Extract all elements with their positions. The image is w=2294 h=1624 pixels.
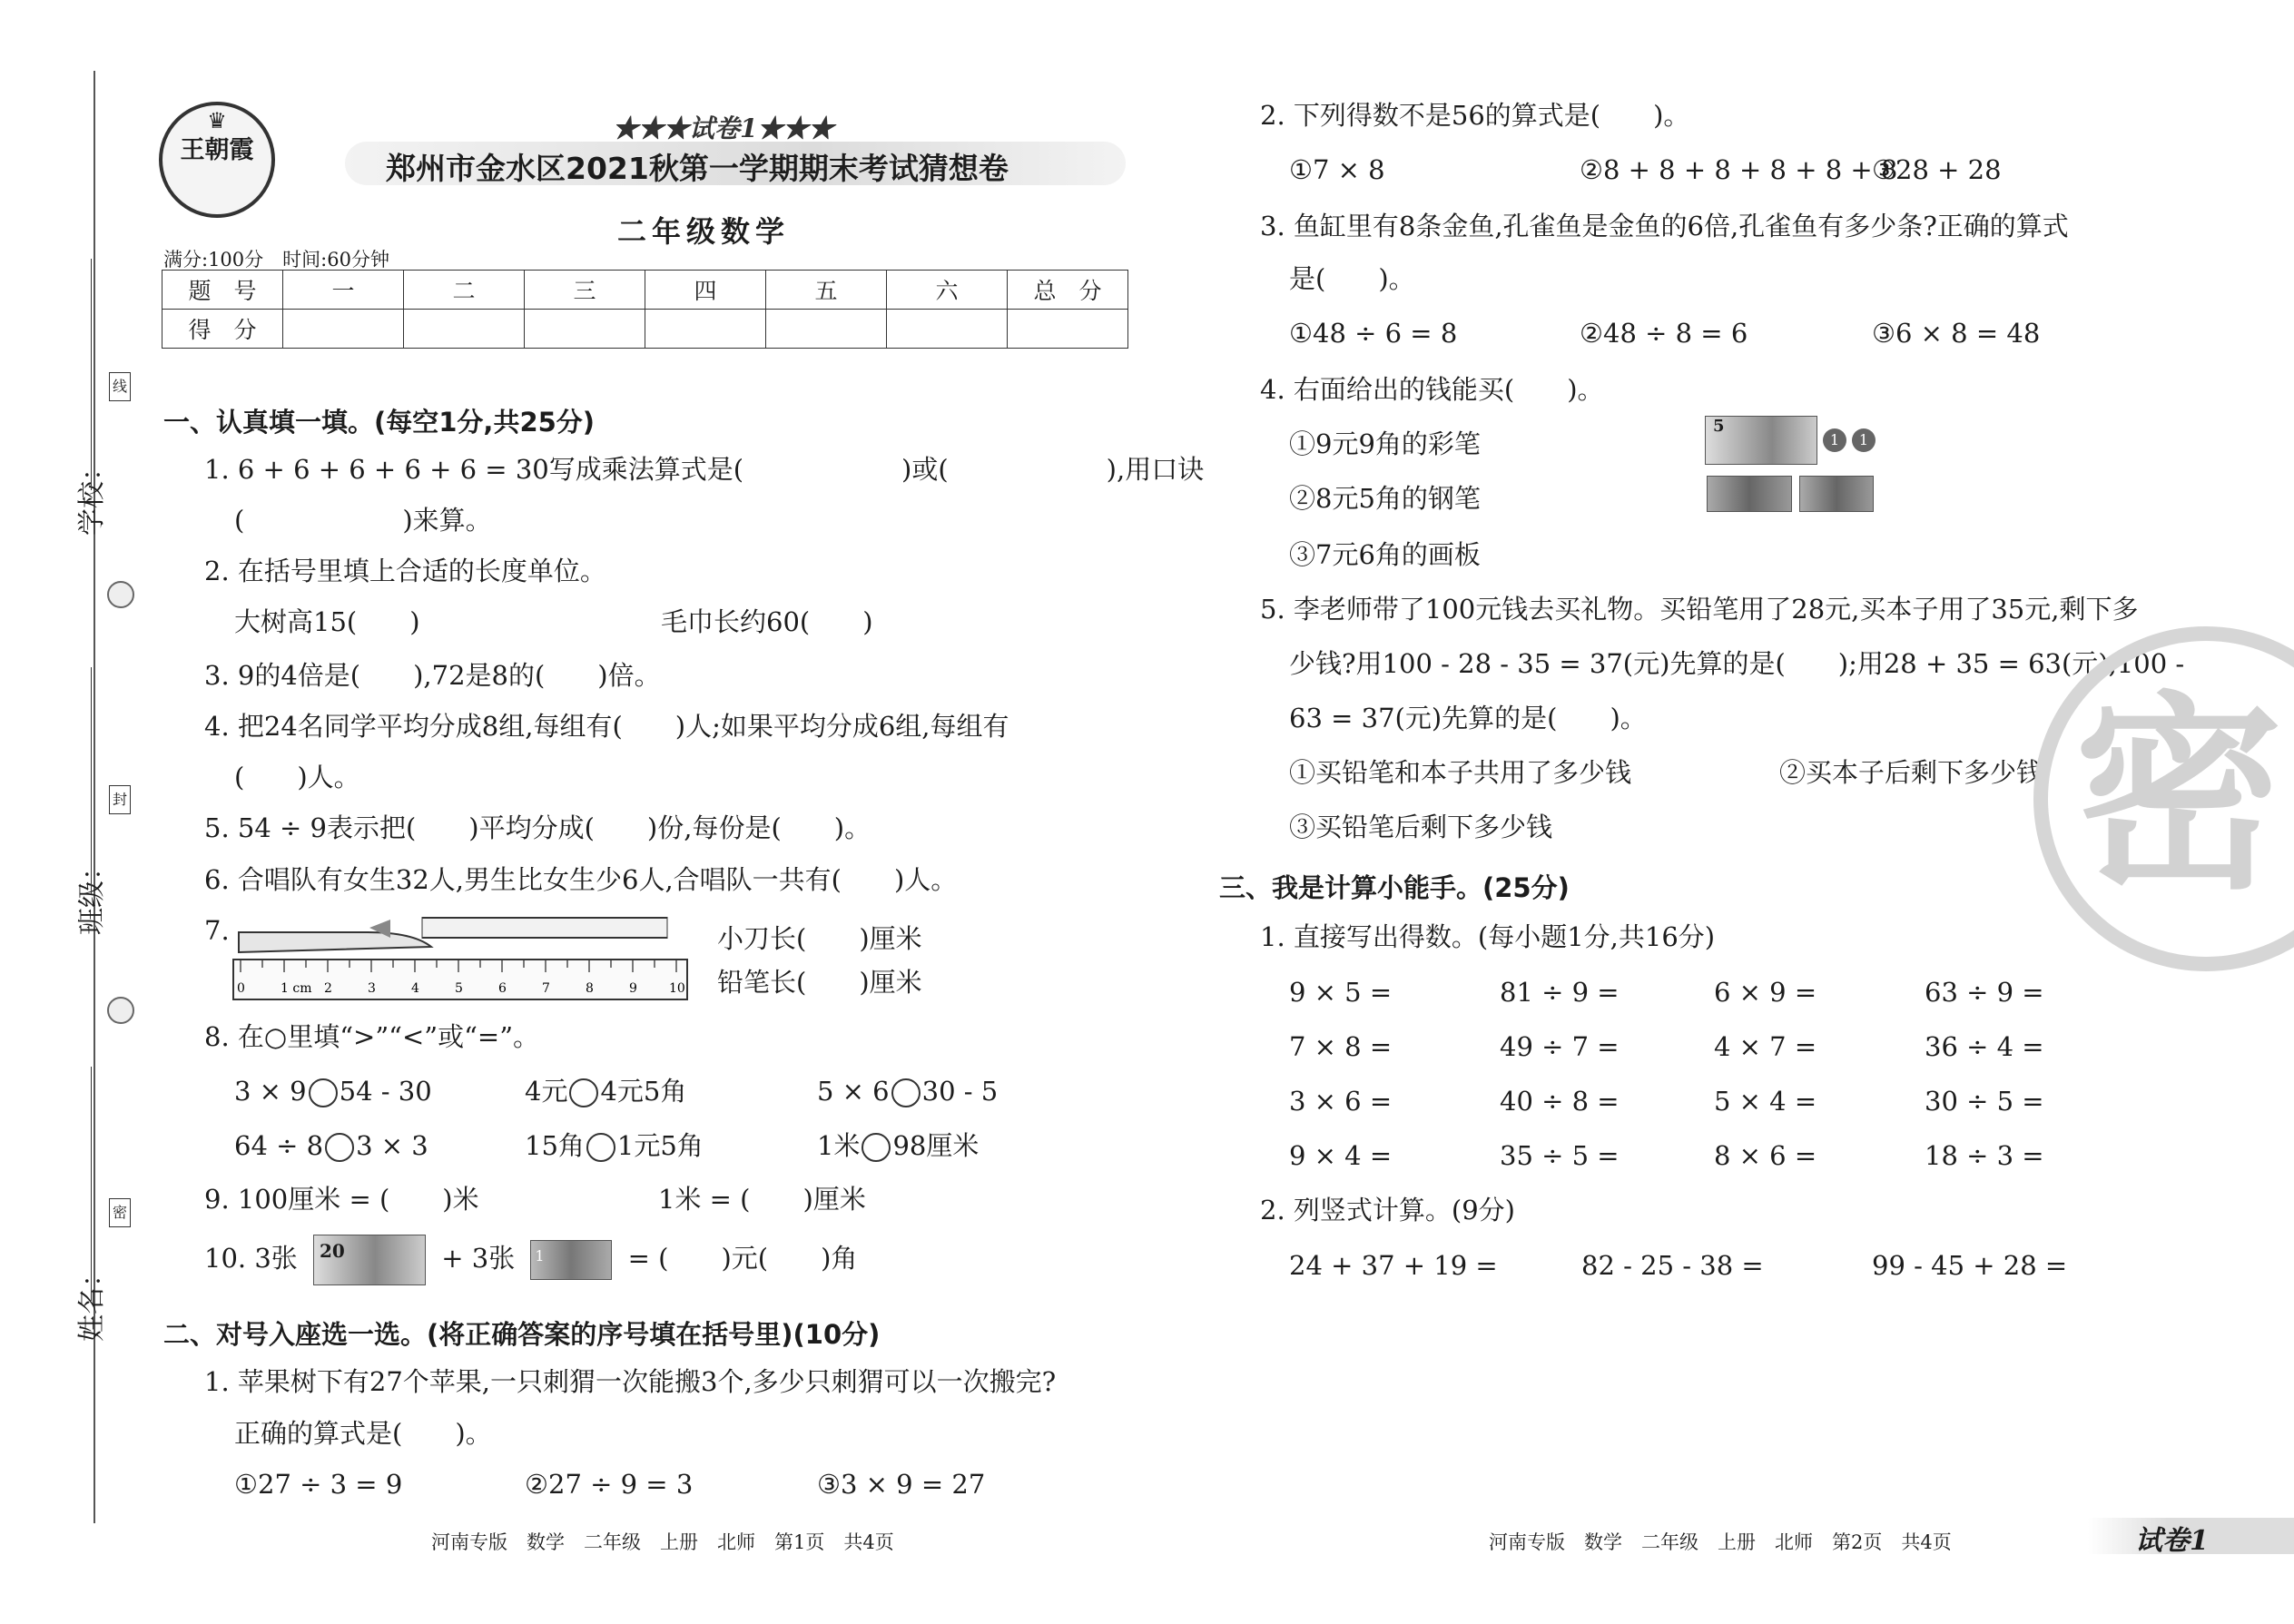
- s2-q3-option: ②48 ÷ 8 = 6: [1580, 318, 1748, 349]
- s2-q4-option: ②8元5角的钢笔: [1289, 483, 1481, 514]
- score-cell[interactable]: [1008, 310, 1128, 349]
- calc-item: 4 × 7 =: [1714, 1031, 1817, 1062]
- score-header-row: [162, 271, 1128, 310]
- coin-icon: 1: [1852, 428, 1876, 452]
- compare-left: 5 × 6: [817, 1076, 890, 1107]
- compare-right: 1元5角: [616, 1130, 704, 1161]
- calc-item: 35 ÷ 5 =: [1500, 1140, 1620, 1171]
- s1-q2a: 大树高15( ): [234, 606, 420, 637]
- ruler-number: 9: [629, 981, 637, 996]
- score-header-cell: 题 号: [162, 271, 283, 310]
- ruler-figure: [231, 912, 694, 1003]
- score-value-row: [162, 310, 1128, 349]
- banknote-5-icon: [1705, 416, 1817, 465]
- binding-mark-secret: 密: [109, 1198, 131, 1227]
- s2-q5-line3: 63 = 37(元)先算的是( )。: [1289, 703, 1647, 733]
- calc-item: 18 ÷ 3 =: [1925, 1140, 2044, 1171]
- calc-item: 36 ÷ 4 =: [1925, 1031, 2044, 1062]
- calc-item: 8 × 6 =: [1714, 1140, 1817, 1171]
- compare-2: [525, 1076, 686, 1107]
- score-cell[interactable]: [887, 310, 1008, 349]
- calc-item: 30 ÷ 5 =: [1925, 1086, 2044, 1117]
- exam-series: ★★★试卷1★★★: [613, 113, 834, 143]
- s2-q5-option: ②买本子后剩下多少钱: [1779, 757, 2043, 788]
- s2-q2-option: ③28 + 28: [1872, 154, 2002, 185]
- s2-q1-line1: 1. 苹果树下有27个苹果,一只刺猬一次能搬3个,多少只刺猬可以一次搬完?: [204, 1366, 1057, 1397]
- s2-q1-option: ③3 × 9 = 27: [817, 1469, 986, 1500]
- s1-q8: 8. 在○里填“>”“<”或“=”。: [204, 1021, 540, 1052]
- footer-tag: 试卷1: [2135, 1525, 2209, 1557]
- s3-q1: 1. 直接写出得数。(每小题1分,共16分): [1260, 921, 1716, 952]
- compare-left: 64 ÷ 8: [234, 1130, 324, 1161]
- exam-title: 郑州市金水区2021秋第一学期期末考试猜想卷: [386, 151, 1009, 186]
- compare-right: 54 - 30: [339, 1076, 432, 1107]
- compare-circle[interactable]: [569, 1078, 598, 1107]
- s2-q4: 4. 右面给出的钱能买( )。: [1260, 374, 1604, 405]
- s1-q9b: 1米 = ( )厘米: [658, 1184, 866, 1215]
- school-label: 学校：: [76, 454, 108, 536]
- exam-meta: 满分:100分 时间:60分钟: [163, 249, 389, 271]
- banknote-value: 20: [320, 1240, 345, 1262]
- s2-q2: 2. 下列得数不是56的算式是( )。: [1260, 100, 1690, 131]
- calc-item: 81 ÷ 9 =: [1500, 977, 1620, 1008]
- ruler-number: 6: [498, 981, 507, 996]
- vertical-calc: 99 - 45 + 28 =: [1872, 1250, 2068, 1281]
- ruler-number: 5: [455, 981, 463, 996]
- score-cell[interactable]: [525, 310, 645, 349]
- logo-badge: [159, 102, 275, 218]
- s2-q4-option: ③7元6角的画板: [1289, 539, 1481, 570]
- binding-mark-seal: 封: [109, 785, 131, 814]
- s1-q1-line1: 1. 6 + 6 + 6 + 6 + 6 = 30写成乘法算式是( )或( ),用口诀: [204, 454, 1205, 485]
- school-field[interactable]: [91, 259, 92, 490]
- compare-circle[interactable]: [586, 1133, 615, 1162]
- compare-circle[interactable]: [861, 1133, 891, 1162]
- name-field[interactable]: [91, 1067, 92, 1301]
- s2-q5-option: ③买铅笔后剩下多少钱: [1289, 812, 1553, 842]
- ruler-number: 8: [586, 981, 594, 996]
- s1-q6: 6. 合唱队有女生32人,男生比女生少6人,合唱队一共有( )人。: [204, 864, 958, 895]
- s1-q4-line2: ( )人。: [234, 762, 360, 792]
- calc-item: 6 × 9 =: [1714, 977, 1817, 1008]
- ruler-number: 4: [411, 981, 419, 996]
- banknote-value: 5: [1713, 417, 1725, 436]
- vertical-calc: 24 + 37 + 19 =: [1289, 1250, 1498, 1281]
- s2-q5-line1: 5. 李老师带了100元钱去买礼物。买铅笔用了28元,买本子用了35元,剩下多: [1260, 594, 2139, 625]
- section2-title: 二、对号入座选一选。(将正确答案的序号填在括号里)(10分): [163, 1319, 881, 1350]
- s1-q4-line1: 4. 把24名同学平均分成8组,每组有( )人;如果平均分成6组,每组有: [204, 711, 1009, 742]
- score-header-cell: 一: [283, 271, 404, 310]
- calc-item: 5 × 4 =: [1714, 1086, 1817, 1117]
- ruler-number: 3: [368, 981, 376, 996]
- compare-3: [817, 1076, 998, 1107]
- coin-icon: 1: [1823, 428, 1846, 452]
- s1-q7b: 铅笔长( )厘米: [717, 967, 922, 998]
- compare-left: 15角: [525, 1130, 585, 1161]
- name-label: 姓名：: [76, 1260, 108, 1342]
- compare-right: 98厘米: [892, 1130, 980, 1161]
- banknote-1-icon: [530, 1240, 612, 1280]
- s1-q10c: = ( )元( )角: [627, 1243, 858, 1274]
- score-table: [162, 270, 1128, 349]
- s2-q4-option: ①9元9角的彩笔: [1289, 428, 1481, 459]
- knife-shape: [239, 932, 431, 952]
- score-cell[interactable]: [404, 310, 525, 349]
- s1-q2: 2. 在括号里填上合适的长度单位。: [204, 556, 606, 586]
- secret-stamp-text: 密: [2073, 673, 2283, 918]
- score-header-cell: 总 分: [1008, 271, 1128, 310]
- score-header-cell: 六: [887, 271, 1008, 310]
- logo-crown-icon: ♛: [207, 108, 227, 133]
- s1-q1-line2: ( )来算。: [234, 505, 492, 536]
- exam-subtitle: 二年级数学: [617, 214, 791, 249]
- section3-title: 三、我是计算小能手。(25分): [1219, 872, 1570, 903]
- score-row-label: 得 分: [162, 310, 283, 349]
- calc-item: 49 ÷ 7 =: [1500, 1031, 1620, 1062]
- ruler-number: 0: [237, 981, 245, 996]
- s1-q3: 3. 9的4倍是( ),72是8的( )倍。: [204, 660, 661, 691]
- compare-circle[interactable]: [309, 1078, 338, 1107]
- binding-seal-icon: [107, 997, 134, 1024]
- calc-item: 9 × 5 =: [1289, 977, 1393, 1008]
- compare-6: [817, 1130, 979, 1162]
- s2-q1-line2: 正确的算式是( )。: [234, 1418, 492, 1449]
- s1-q10a: 10. 3张: [204, 1243, 298, 1274]
- compare-circle[interactable]: [891, 1078, 921, 1107]
- secret-stamp: [2033, 626, 2294, 971]
- calc-item: 7 × 8 =: [1289, 1031, 1393, 1062]
- pencil-shape: [422, 918, 667, 938]
- compare-5: [525, 1130, 704, 1162]
- compare-1: [234, 1076, 432, 1107]
- calc-item: 3 × 6 =: [1289, 1086, 1393, 1117]
- s2-q5-option: ①买铅笔和本子共用了多少钱: [1289, 757, 1632, 788]
- s2-q3-line1: 3. 鱼缸里有8条金鱼,孔雀鱼是金鱼的6倍,孔雀鱼有多少条?正确的算式: [1260, 211, 2069, 241]
- logo-text: 王朝霞: [180, 136, 254, 164]
- class-field[interactable]: [91, 667, 92, 894]
- s1-q5: 5. 54 ÷ 9表示把( )平均分成( )份,每份是( )。: [204, 812, 871, 843]
- binding-mark-line: 线: [109, 372, 131, 401]
- score-cell[interactable]: [283, 310, 404, 349]
- s2-q5-line2: 少钱?用100 - 28 - 35 = 37(元)先算的是( );用28 + 35 = 63(元),100 -: [1289, 648, 2185, 679]
- ruler-number: 2: [324, 981, 332, 996]
- money-picture: [1705, 416, 1905, 516]
- ruler-number: 10: [669, 981, 685, 996]
- s1-q10b: + 3张: [441, 1243, 516, 1274]
- score-header-cell: 四: [645, 271, 766, 310]
- s2-q1-option: ①27 ÷ 3 = 9: [234, 1469, 403, 1500]
- score-header-cell: 二: [404, 271, 525, 310]
- calc-item: 63 ÷ 9 =: [1925, 977, 2044, 1008]
- calc-item: 9 × 4 =: [1289, 1140, 1393, 1171]
- s2-q1-option: ②27 ÷ 9 = 3: [525, 1469, 694, 1500]
- compare-left: 4元: [525, 1076, 568, 1107]
- compare-circle[interactable]: [325, 1133, 354, 1162]
- compare-right: 4元5角: [600, 1076, 687, 1107]
- score-cell[interactable]: [766, 310, 887, 349]
- binding-seal-icon: [107, 581, 134, 608]
- banknote-value: 1: [535, 1247, 545, 1265]
- compare-left: 3 × 9: [234, 1076, 307, 1107]
- s1-q9a: 9. 100厘米 = ( )米: [204, 1184, 479, 1215]
- s2-q2-option: ①7 × 8: [1289, 154, 1385, 185]
- ruler-number: 1 cm: [281, 981, 312, 996]
- footer-right: 河南专版 数学 二年级 上册 北师 第2页 共4页: [1489, 1531, 1952, 1553]
- class-label: 班级：: [76, 853, 108, 935]
- compare-left: 1米: [817, 1130, 861, 1161]
- banknote-small-icon: [1799, 476, 1874, 512]
- banknote-small-icon: [1707, 476, 1792, 512]
- footer-left: 河南专版 数学 二年级 上册 北师 第1页 共4页: [431, 1531, 894, 1553]
- s1-q10: [204, 1235, 857, 1285]
- section1-title: 一、认真填一填。(每空1分,共25分): [163, 407, 596, 438]
- banknote-20-icon: [313, 1235, 426, 1285]
- s3-q2: 2. 列竖式计算。(9分): [1260, 1195, 1515, 1225]
- s2-q3-line2: 是( )。: [1289, 263, 1415, 294]
- ruler-number: 7: [542, 981, 550, 996]
- compare-4: [234, 1130, 428, 1162]
- calc-item: 40 ÷ 8 =: [1500, 1086, 1620, 1117]
- s2-q3-option: ①48 ÷ 6 = 8: [1289, 318, 1458, 349]
- s2-q3-option: ③6 × 8 = 48: [1872, 318, 2041, 349]
- s1-q2b: 毛巾长约60( ): [661, 606, 873, 637]
- score-header-cell: 三: [525, 271, 645, 310]
- s1-q7-number: 7.: [204, 915, 230, 946]
- s2-q2-option: ②8 + 8 + 8 + 8 + 8 + 8: [1580, 154, 1898, 185]
- compare-right: 3 × 3: [356, 1130, 428, 1161]
- s1-q7a: 小刀长( )厘米: [717, 923, 922, 954]
- score-cell[interactable]: [645, 310, 766, 349]
- score-header-cell: 五: [766, 271, 887, 310]
- compare-right: 30 - 5: [921, 1076, 999, 1107]
- vertical-calc: 82 - 25 - 38 =: [1581, 1250, 1764, 1281]
